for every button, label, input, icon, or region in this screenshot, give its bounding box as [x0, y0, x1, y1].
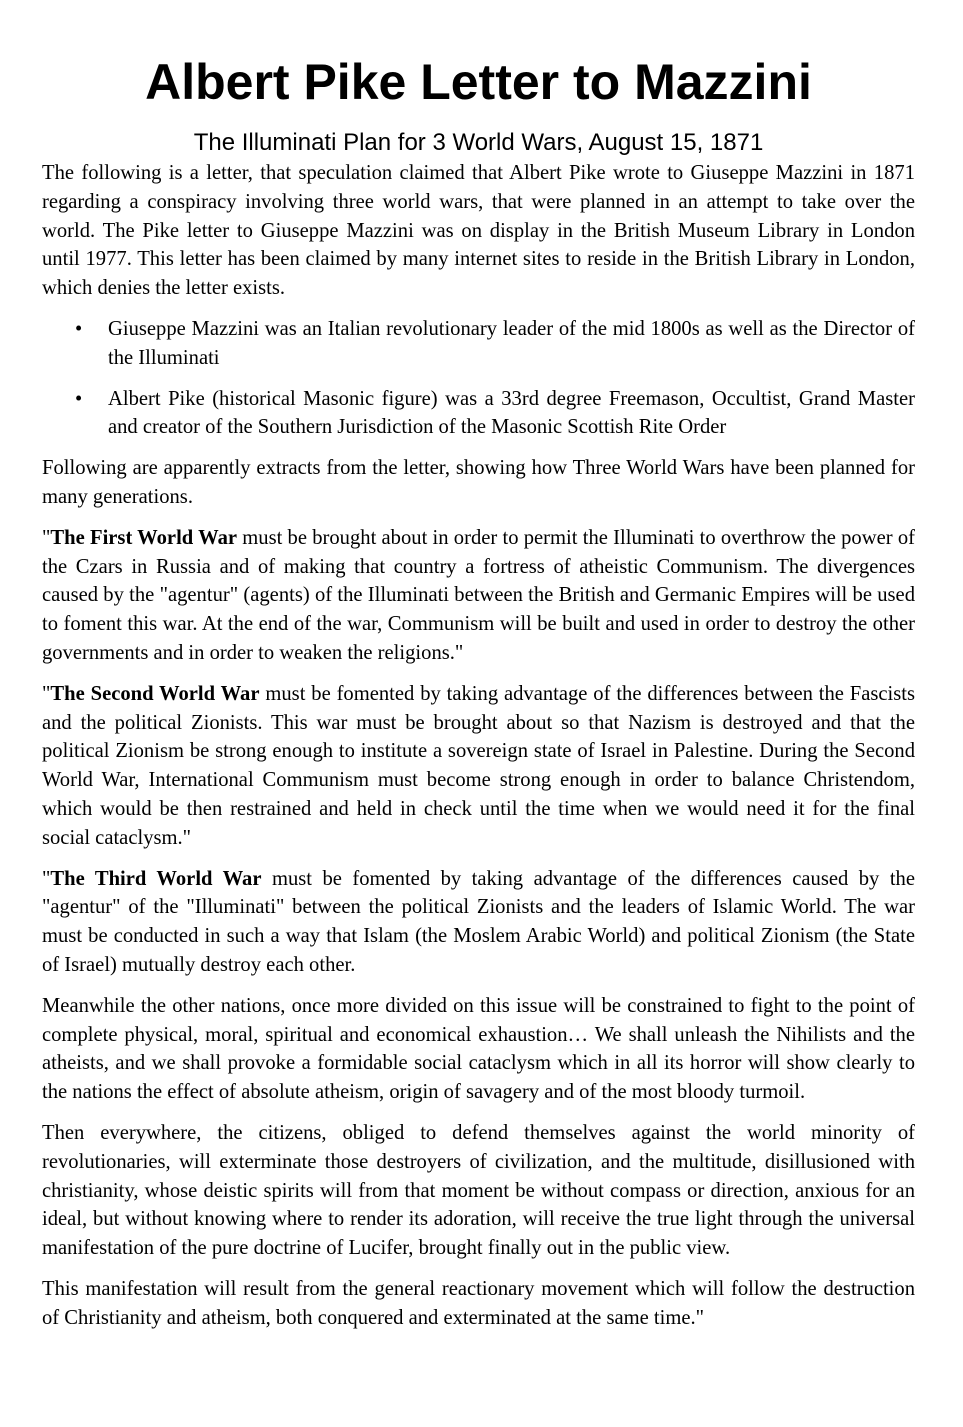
second-war-text: must be fomented by taking advantage of the differences between the Fascists and the political Zionists. This war must be brought about so that Nazism is destroyed and that the political Zionism be strong enough to institute a sovereign state of Israel in Palestine. During the Second World War, International Communism must become strong enough in order to balance Christendom, which would be then restrained and held in check until the time when we would need it for the final social cataclysm." [42, 682, 915, 849]
then-everywhere-paragraph: Then everywhere, the citizens, obliged to defend themselves against the world minority of revolutionaries, will exterminate those destroyers of civilization, and the multitude, disillusioned with christianity, whose deistic spirits will from that moment be without compass or direction, anxious for an ideal, but without knowing where to render its adoration, will receive the true light through the universal manifestation of the pure doctrine of Lucifer, brought finally out in the public view. [42, 1121, 915, 1260]
open-quote: " [42, 867, 51, 890]
meanwhile-paragraph: Meanwhile the other nations, once more divided on this issue will be constrained to fight to the point of complete physical, moral, spiritual and economical exhaustion… We shall unleash the Nihilists and the atheists, and we shall provoke a formidable social cataclysm which in all its horror will show clearly to the nations the effect of absolute atheism, origin of savagery and of the most bloody turmoil. [42, 994, 915, 1104]
second-war-paragraph [42, 680, 915, 853]
bullet-icon: • [75, 387, 83, 410]
list-item [75, 315, 915, 373]
intro-paragraph: The following is a letter, that speculation claimed that Albert Pike wrote to Giuseppe Mazzini in 1871 regarding a conspiracy involving three world wars, that were planned in an attempt to take over the world. The Pike letter to Giuseppe Mazzini was on display in the British Museum Library in London until 1977. This letter has been claimed by many internet sites to reside in the British Library in London, which denies the letter exists. [42, 162, 915, 300]
third-war-heading: The Third World War [50, 867, 262, 890]
extracts-intro-paragraph: Following are apparently extracts from the letter, showing how Three World Wars have been planned for many generations. [42, 457, 915, 508]
page-subtitle: The Illuminati Plan for 3 World Wars, August 15, 1871 [193, 129, 764, 156]
list-item [75, 385, 915, 443]
second-war-heading: The Second World War [50, 682, 260, 705]
open-quote: " [42, 526, 51, 549]
bullet-list [42, 315, 915, 442]
first-war-heading: The First World War [50, 526, 238, 549]
list-item-text: Giuseppe Mazzini was an Italian revolutionary leader of the mid 1800s as well as the Director of the Illuminati [108, 317, 915, 369]
bullet-icon: • [75, 317, 83, 340]
open-quote: " [42, 682, 51, 705]
page-title: Albert Pike Letter to Mazzini [145, 54, 812, 110]
manifestation-paragraph: This manifestation will result from the general reactionary movement which will follow the destruction of Christianity and atheism, both conquered and exterminated at the same time." [42, 1277, 915, 1329]
third-war-paragraph [42, 865, 915, 980]
first-war-paragraph [42, 524, 915, 668]
list-item-text: Albert Pike (historical Masonic figure) was a 33rd degree Freemason, Occultist, Grand Master and creator of the Southern Jurisdiction of the Masonic Scottish Rite Order [108, 387, 915, 439]
third-war-text: must be fomented by taking advantage of the differences caused by the "agentur" of the "Illuminati" between the political Zionists and the leaders of Islamic World. The war must be conducted in such a way that Islam (the Moslem Arabic World) and political Zionism (the State of Israel) mutually destroy each other. [42, 867, 915, 976]
first-war-text: must be brought about in order to permit the Illuminati to overthrow the power of the Czars in Russia and of making that country a fortress of atheistic Communism. The divergences caused by the "agentur" (agents) of the Illuminati between the British and Germanic Empires will be used to foment this war. At the end of the war, Communism will be built and used in order to destroy the other governments and in order to weaken the religions." [42, 526, 915, 664]
